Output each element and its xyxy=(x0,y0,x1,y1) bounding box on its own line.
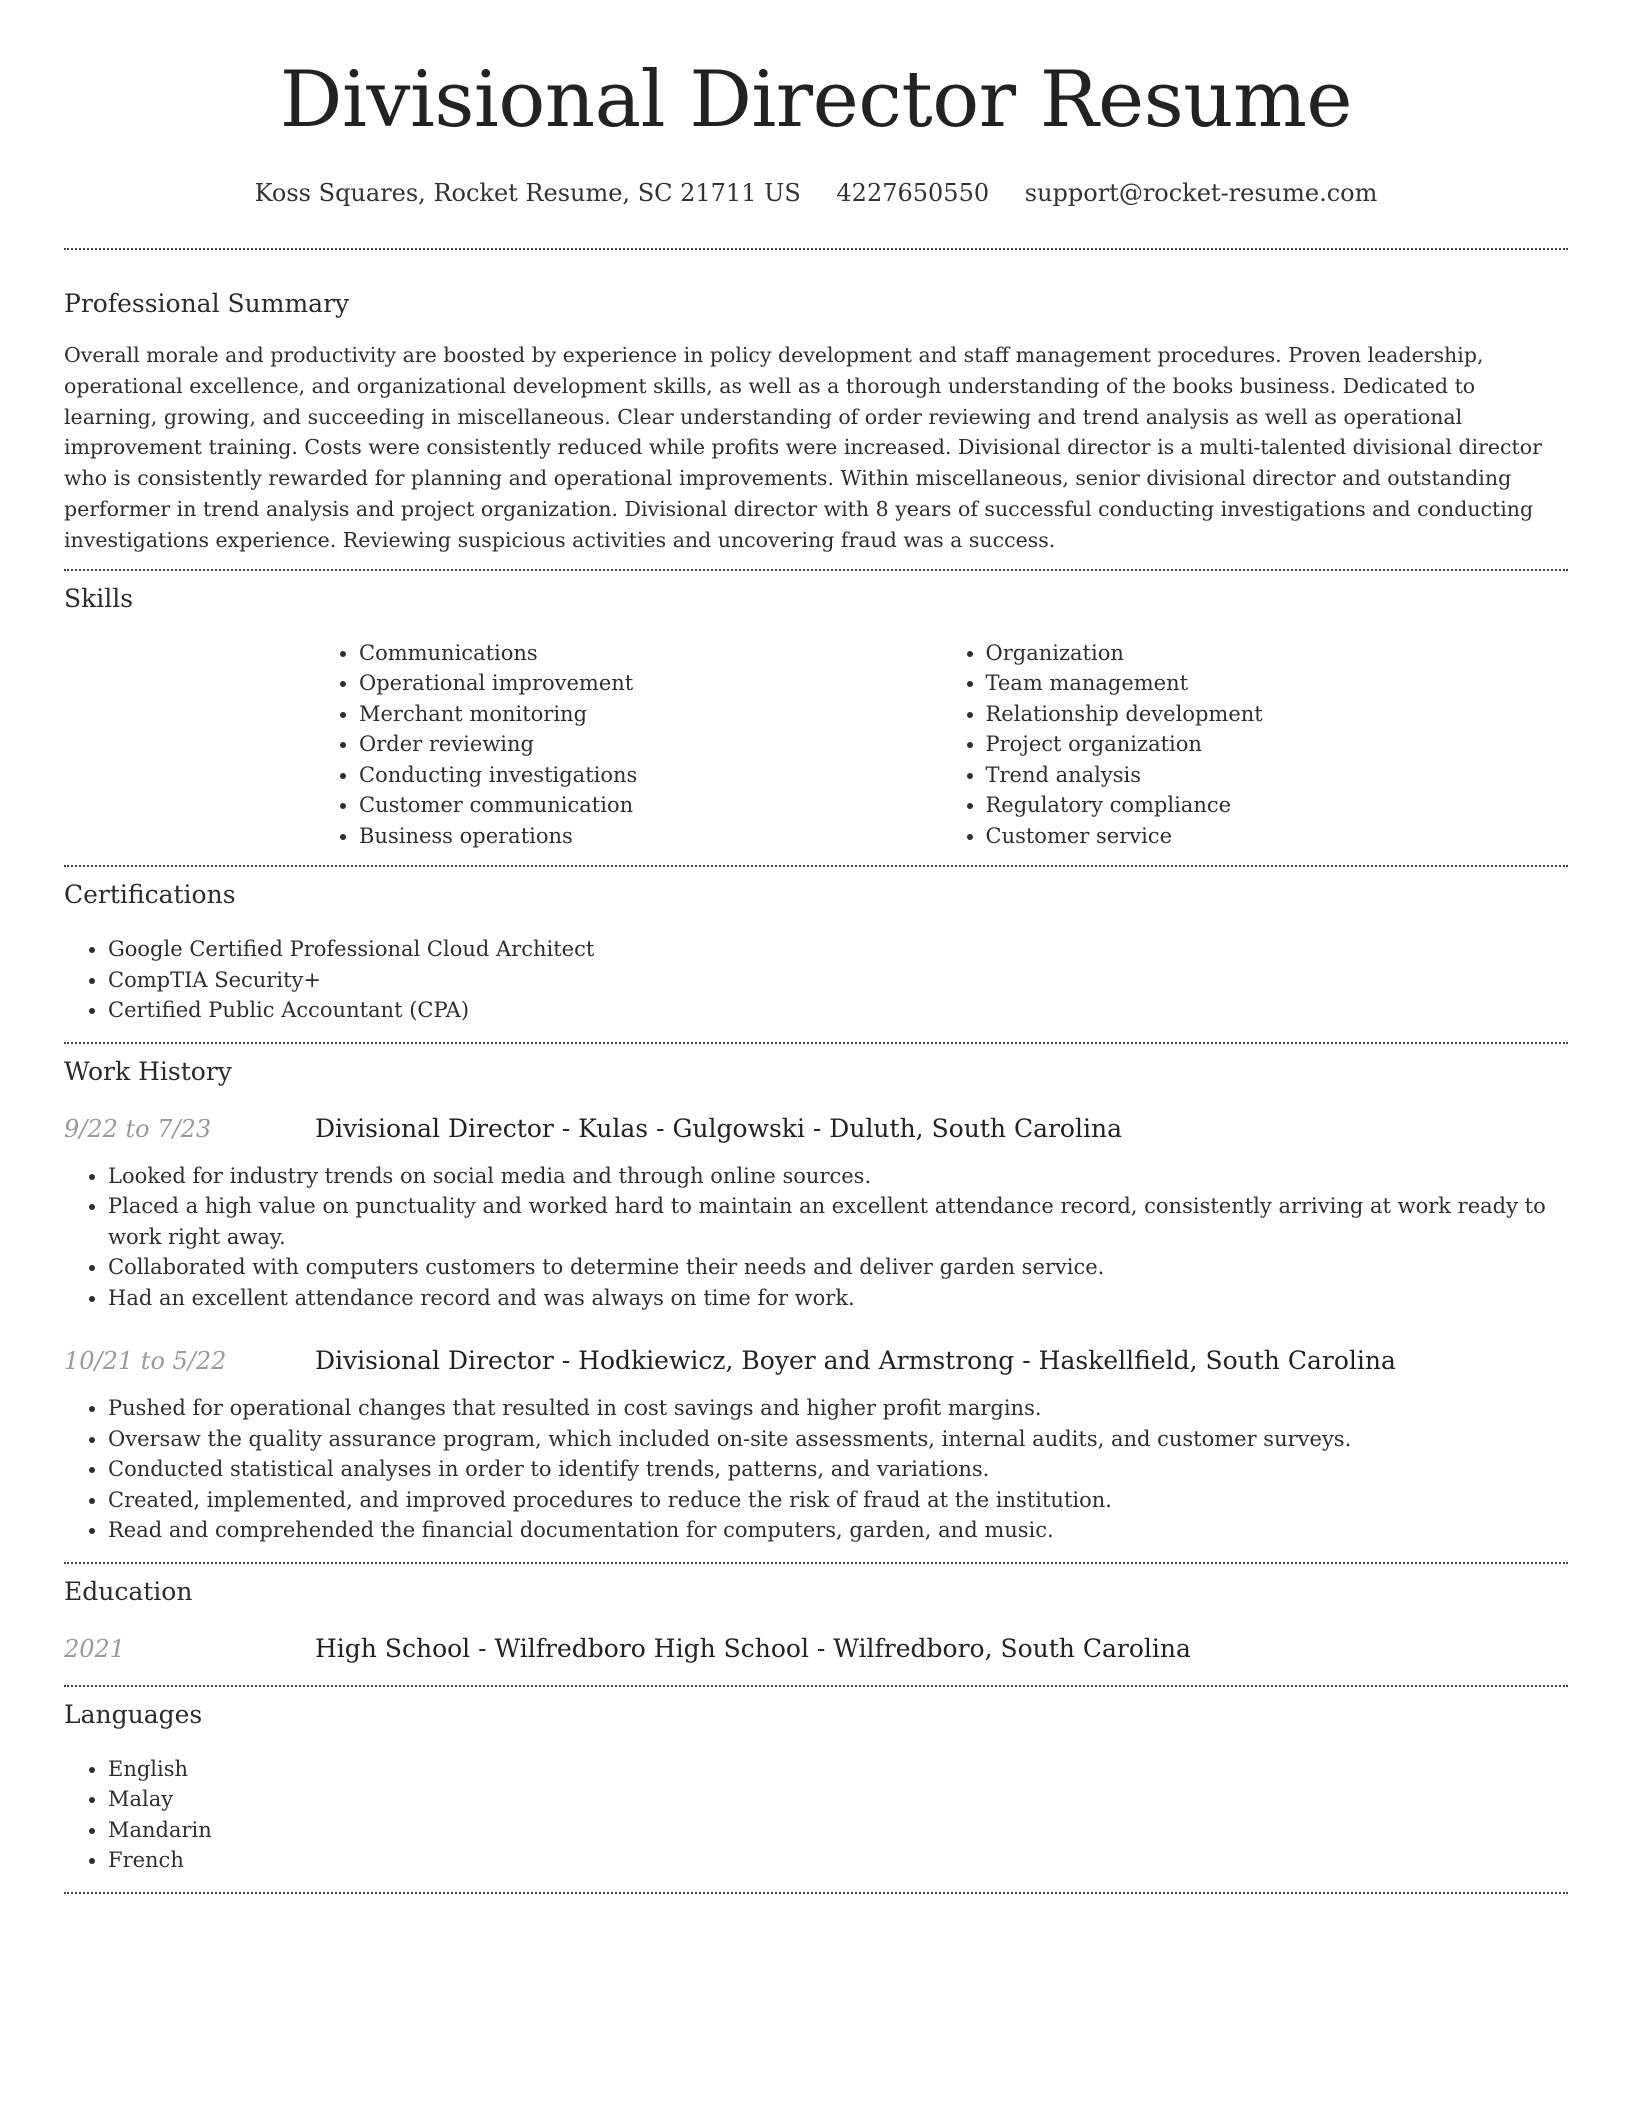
job-title: Divisional Director - Hodkiewicz, Boyer and Armstrong - Haskellfield, South Carolina xyxy=(315,1346,1396,1376)
work-history-heading: Work History xyxy=(64,1056,232,1086)
skill-item: • Relationship development xyxy=(986,699,1569,730)
language-item: • Mandarin xyxy=(108,1815,1568,1846)
job-entry xyxy=(64,1113,1568,1314)
divider xyxy=(64,569,1568,571)
job-bullet: • Placed a high value on punctuality and worked hard to maintain an excellent attendance record, consistently arriving at work ready to work right away. xyxy=(108,1191,1568,1252)
job-bullet: • Had an excellent attendance record and was always on time for work. xyxy=(108,1283,1568,1314)
job-bullet: • Pushed for operational changes that resulted in cost savings and higher profit margins. xyxy=(108,1393,1568,1424)
skills-list-right xyxy=(942,638,1569,852)
job-bullet: • Conducted statistical analyses in order to identify trends, patterns, and variations. xyxy=(108,1454,1568,1485)
certifications-heading: Certifications xyxy=(64,880,236,910)
contact-address: Koss Squares, Rocket Resume, SC 21711 US xyxy=(254,179,801,207)
resume-title: Divisional Director Resume xyxy=(279,55,1353,145)
skill-item: • Customer service xyxy=(986,821,1569,852)
contact-phone: 4227650550 xyxy=(836,179,990,207)
skill-item: • Communications xyxy=(359,638,942,669)
skill-item: • Order reviewing xyxy=(359,729,942,760)
education-heading: Education xyxy=(64,1576,193,1606)
skill-item: • Regulatory compliance xyxy=(986,790,1569,821)
job-bullets xyxy=(64,1161,1568,1314)
work-history-section xyxy=(64,1056,1568,1546)
summary-section xyxy=(64,288,1568,556)
job-header xyxy=(64,1345,1568,1377)
skill-item: • Team management xyxy=(986,668,1569,699)
contact-email: support@rocket-resume.com xyxy=(1024,179,1378,207)
contact-line xyxy=(64,178,1568,208)
divider xyxy=(64,1562,1568,1564)
education-section xyxy=(64,1576,1568,1665)
skill-item: • Trend analysis xyxy=(986,760,1569,791)
education-title: High School - Wilfredboro High School - Wilfredboro, South Carolina xyxy=(315,1633,1191,1663)
divider xyxy=(64,248,1568,250)
language-item: • French xyxy=(108,1845,1568,1876)
skill-item: • Customer communication xyxy=(359,790,942,821)
job-bullet: • Read and comprehended the financial documentation for computers, garden, and music. xyxy=(108,1515,1568,1546)
education-entry xyxy=(64,1633,1568,1665)
languages-heading: Languages xyxy=(64,1699,203,1729)
certification-item: • CompTIA Security+ xyxy=(108,965,1568,996)
certification-item: • Certified Public Accountant (CPA) xyxy=(108,995,1568,1026)
education-date: 2021 xyxy=(64,1634,126,1663)
job-header xyxy=(64,1113,1568,1145)
divider xyxy=(64,1685,1568,1687)
job-bullet: • Created, implemented, and improved procedures to reduce the risk of fraud at the institution. xyxy=(108,1485,1568,1516)
summary-heading: Professional Summary xyxy=(64,289,350,318)
job-bullet: • Collaborated with computers customers to determine their needs and deliver garden service. xyxy=(108,1252,1568,1283)
certifications-list xyxy=(64,934,1568,1026)
skills-list-left xyxy=(315,638,942,852)
job-bullet: • Looked for industry trends on social media and through online sources. xyxy=(108,1161,1568,1192)
summary-text: Overall morale and productivity are boosted by experience in policy development and staff management procedures. Proven leadership, operational excellence, and organizational development skills, as well as a thorough understanding of the books business. Dedicated to learning, growing, and succeeding in miscellaneous. Clear understanding of order reviewing and trend analysis as well as operational improvement training. Costs were consistently reduced while profits were increased. Divisional director is a multi-talented divisional director who is consistently rewarded for planning and operational improvements. Within miscellaneous, senior divisional director and outstanding performer in trend analysis and project organization. Divisional director with 8 years of successful conducting investigations and conducting investigations experience. Reviewing suspicious activities and uncovering fraud was a success. xyxy=(64,343,1542,552)
skill-item: • Project organization xyxy=(986,729,1569,760)
divider xyxy=(64,865,1568,867)
job-bullet: • Oversaw the quality assurance program, which included on-site assessments, internal audits, and customer surveys. xyxy=(108,1424,1568,1455)
job-date: 10/21 to 5/22 xyxy=(64,1347,227,1376)
divider xyxy=(64,1892,1568,1894)
job-date: 9/22 to 7/23 xyxy=(64,1114,212,1143)
skill-item: • Business operations xyxy=(359,821,942,852)
skills-grid xyxy=(315,638,1568,852)
job-title: Divisional Director - Kulas - Gulgowski - Duluth, South Carolina xyxy=(315,1113,1122,1143)
certification-item: • Google Certified Professional Cloud Architect xyxy=(108,934,1568,965)
language-item: • Malay xyxy=(108,1784,1568,1815)
skill-item: • Operational improvement xyxy=(359,668,942,699)
divider xyxy=(64,1042,1568,1044)
languages-list xyxy=(64,1754,1568,1876)
job-entry xyxy=(64,1345,1568,1546)
skill-item: • Conducting investigations xyxy=(359,760,942,791)
language-item: • English xyxy=(108,1754,1568,1785)
job-bullets xyxy=(64,1393,1568,1546)
skills-heading: Skills xyxy=(64,583,134,613)
languages-section xyxy=(64,1699,1568,1876)
certifications-section xyxy=(64,879,1568,1026)
skills-section xyxy=(64,583,1568,852)
skill-item: • Organization xyxy=(986,638,1569,669)
skill-item: • Merchant monitoring xyxy=(359,699,942,730)
